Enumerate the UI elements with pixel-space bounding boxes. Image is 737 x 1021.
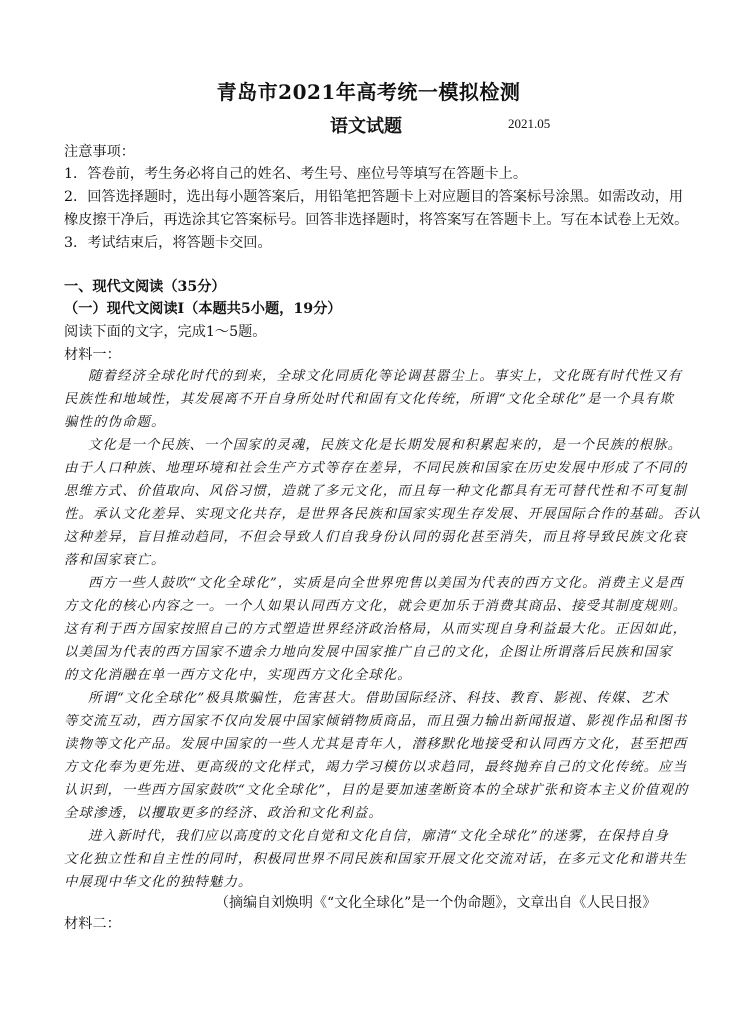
material-one-label: 材料一： [64, 347, 121, 363]
passage-line: 等交流互动，西方国家不仅向发展中国家倾销物质商品，而且强力输出新闻报道、影视作品和图书 [64, 714, 688, 729]
section-heading: 一、现代文阅读（35分） [64, 279, 226, 295]
passage-line: 骗性的伪命题。 [64, 415, 166, 430]
passage-line: 落和国家衰亡。 [64, 553, 166, 568]
exam-date: 2021.05 [508, 116, 551, 131]
passage-line: 这种差异，盲目推动趋同，不但会导致人们自我身份认同的弱化甚至消失，而且将导致民族文化衰 [64, 530, 688, 545]
passage-line: 随着经济全球化时代的到来，全球文化同质化等论调甚嚣尘上。事实上，文化既有时代性又有 [88, 369, 683, 384]
passage-line: 民族性和地域性，其发展离不开自身所处时代和固有文化传统，所谓“文化全球化”是一个具有欺 [64, 392, 675, 407]
passage-line: 思维方式、价值取向、风俗习惯，造就了多元文化，而且每一种文化都具有无可替代性和不可复制 [64, 484, 688, 499]
passage-line: 所谓“文化全球化”极具欺骗性，危害甚大。借助国际经济、科技、教育、影视、传媒、艺术 [88, 691, 670, 706]
passage-line: 的文化消融在单一西方文化中，实现西方文化全球化。 [64, 668, 412, 683]
reading-instruction: 阅读下面的文字，完成1～5题。 [64, 324, 267, 340]
passage-line: 中展现中华文化的独特魅力。 [64, 875, 253, 890]
passage-line: 方文化的核心内容之一。一个人如果认同西方文化，就会更加乐于消费其商品、接受其制度规则。 [64, 599, 688, 614]
passage-line: 进入新时代，我们应以高度的文化自觉和文化自信，廓清“文化全球化”的迷雾，在保持自身 [88, 829, 670, 844]
passage-line: 以美国为代表的西方国家不遗余力地向发展中国家推广自己的文化，企图让所谓落后民族和国家 [64, 645, 673, 660]
notice-item: 1．答卷前，考生务必将自己的姓名、考生号、座位号等填写在答题卡上。 [64, 166, 528, 182]
notice-item: 2．回答选择题时，选出每小题答案后，用铅笔把答题卡上对应题目的答案标号涂黑。如需改动，用 [64, 189, 684, 205]
passage-line: 由于人口种族、地理环境和社会生产方式等存在差异，不同民族和国家在历史发展中形成了不同的 [64, 461, 688, 476]
sub-section-heading: （一）现代文阅读Ⅰ（本题共5小题，19分） [64, 301, 342, 317]
passage-line: 性。承认文化差异、实现文化共存，是世界各民族和国家实现生存发展、开展国际合作的基础。否认 [64, 507, 702, 522]
passage-line: 全球渗透，以攫取更多的经济、政治和文化利益。 [64, 806, 383, 821]
passage-line: 这有利于西方国家按照自己的方式塑造世界经济政治格局，从而实现自身利益最大化。正因如此， [64, 622, 688, 637]
passage-line: 读物等文化产品。发展中国家的一些人尤其是青年人，潜移默化地接受和认同西方文化，甚至把西 [64, 737, 688, 752]
passage-line: 认识到，一些西方国家鼓吹“文化全球化”，目的是要加速垄断资本的全球扩张和资本主义价值观的 [64, 783, 689, 798]
passage-line: 文化独立性和自主性的同时，积极同世界不同民族和国家开展文化交流对话，在多元文化和谐共生 [64, 852, 688, 867]
notice-item: 3．考试结束后，将答题卡交回。 [64, 235, 272, 251]
passage-line: 西方一些人鼓吹“文化全球化”，实质是向全世界兜售以美国为代表的西方文化。消费主义是西 [88, 576, 684, 591]
exam-subtitle: 语文试题 [330, 116, 402, 137]
notice-item: 橡皮擦干净后，再选涂其它答案标号。回答非选择题时，将答案写在答题卡上。写在本试卷上无效。 [64, 212, 689, 228]
notice-heading: 注意事项： [64, 144, 135, 160]
passage-source: （摘编自刘焕明《“文化全球化”是一个伪命题》，文章出自《人民日报》 [215, 895, 657, 911]
passage-line: 文化是一个民族、一个国家的灵魂，民族文化是长期发展和积累起来的，是一个民族的根脉。 [88, 438, 683, 453]
passage-line: 方文化奉为更先进、更高级的文化样式，竭力学习模仿以求趋同，最终抛弃自己的文化传统。应当 [64, 760, 688, 775]
subtitle-row [0, 112, 737, 138]
material-two-label: 材料二： [64, 916, 121, 932]
exam-title: 青岛市2021年高考统一模拟检测 [216, 80, 521, 104]
